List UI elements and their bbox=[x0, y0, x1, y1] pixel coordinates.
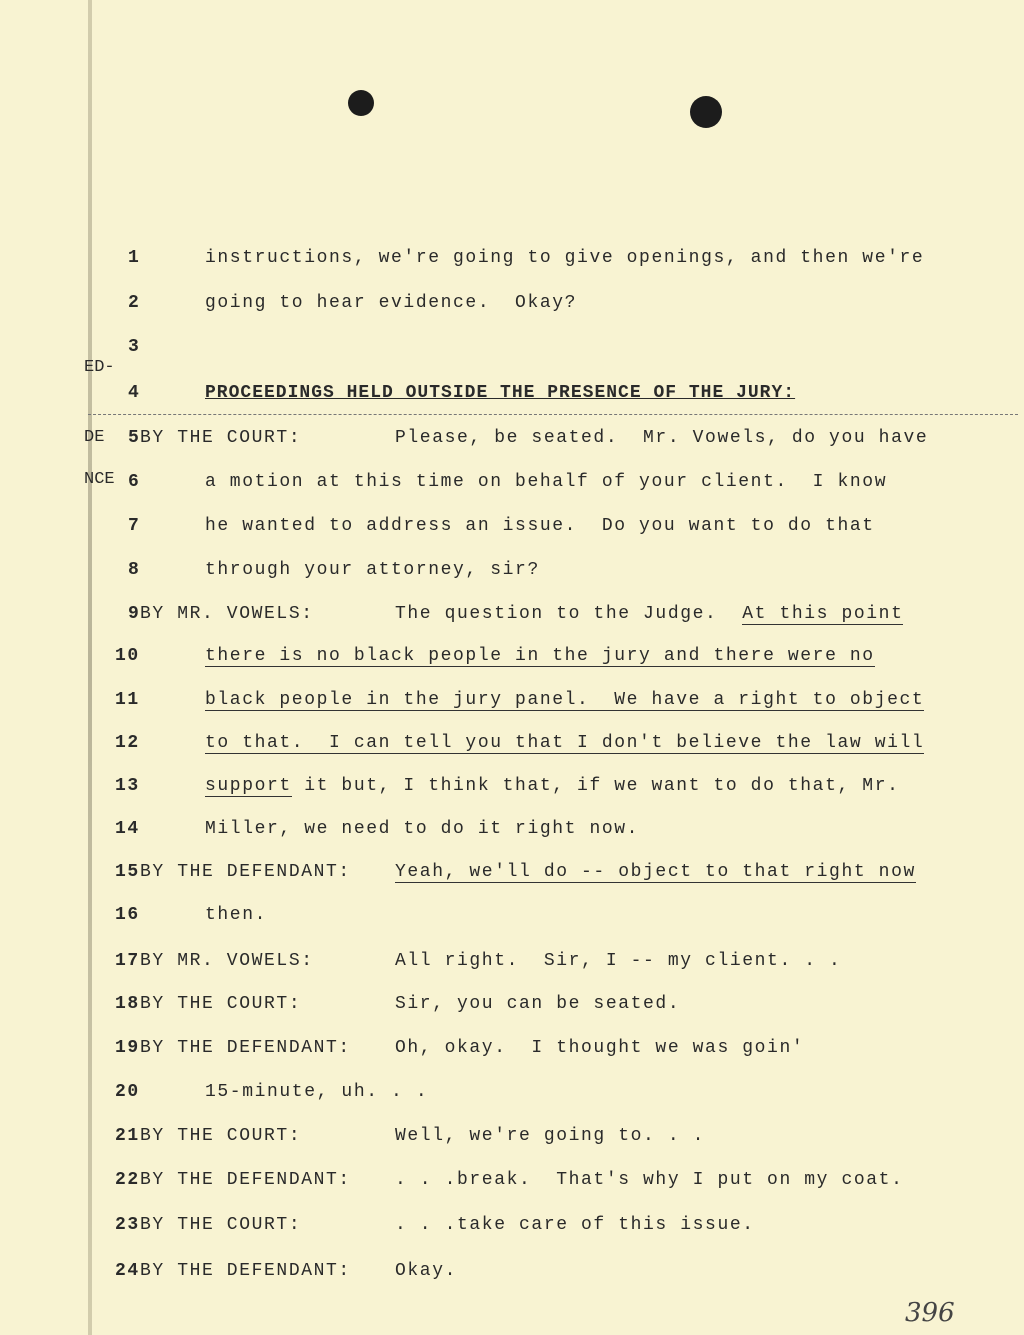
line-number: 6 bbox=[128, 472, 141, 492]
margin-note: DE bbox=[84, 428, 105, 447]
speaker-label: BY THE DEFENDANT: bbox=[140, 862, 351, 882]
transcript-line bbox=[0, 1082, 1024, 1112]
speaker-label: BY THE COURT: bbox=[140, 1126, 302, 1146]
transcript-line bbox=[0, 733, 1024, 763]
punch-hole bbox=[348, 90, 374, 116]
underlined-text: Yeah, we'll do -- object to that right now bbox=[395, 862, 916, 882]
underlined-text: there is no black people in the jury and there were no bbox=[205, 646, 875, 666]
line-number: 18 bbox=[115, 994, 140, 1014]
line-number: 21 bbox=[115, 1126, 140, 1146]
speaker-label: BY THE DEFENDANT: bbox=[140, 1170, 351, 1190]
line-text bbox=[205, 472, 887, 492]
line-text bbox=[395, 428, 928, 448]
transcript-line bbox=[0, 560, 1024, 590]
transcript-line bbox=[0, 248, 1024, 278]
transcript-line bbox=[0, 994, 1024, 1024]
line-text bbox=[395, 862, 916, 882]
line-number: 5 bbox=[128, 428, 141, 448]
line-text bbox=[205, 560, 540, 580]
text-segment: Please, be seated. Mr. Vowels, do you have bbox=[395, 428, 929, 448]
line-number: 10 bbox=[115, 646, 140, 666]
transcript-line bbox=[0, 1215, 1024, 1245]
transcript-line bbox=[0, 1038, 1024, 1068]
line-number: 1 bbox=[128, 248, 141, 268]
line-number: 11 bbox=[115, 690, 140, 710]
text-segment: Oh, okay. I thought we was goin' bbox=[395, 1038, 805, 1058]
transcript-line bbox=[0, 516, 1024, 546]
line-number: 23 bbox=[115, 1215, 140, 1235]
underlined-text: At this point bbox=[742, 604, 904, 624]
text-segment: it but, I think that, if we want to do that, Mr. bbox=[291, 776, 900, 796]
line-number: 4 bbox=[128, 383, 141, 403]
handwritten-page-number: 396 bbox=[905, 1298, 955, 1328]
speaker-label: BY THE COURT: bbox=[140, 994, 302, 1014]
line-text bbox=[395, 1261, 457, 1281]
line-number: 19 bbox=[115, 1038, 140, 1058]
text-segment: Well, we're going to. . . bbox=[395, 1126, 706, 1146]
line-text bbox=[395, 1038, 804, 1058]
margin-note: NCE bbox=[84, 470, 115, 489]
line-text bbox=[205, 733, 924, 753]
line-text bbox=[205, 1082, 428, 1102]
line-number: 12 bbox=[115, 733, 140, 753]
line-text bbox=[205, 819, 639, 839]
text-segment: All right. Sir, I -- my client. . . bbox=[395, 951, 842, 971]
line-text bbox=[205, 248, 924, 268]
transcript-line bbox=[0, 383, 1024, 413]
line-text bbox=[395, 994, 680, 1014]
underlined-text: support bbox=[205, 776, 292, 796]
text-segment: . . .take care of this issue. bbox=[395, 1215, 755, 1235]
speaker-label: BY THE DEFENDANT: bbox=[140, 1261, 351, 1281]
line-number: 22 bbox=[115, 1170, 140, 1190]
line-text bbox=[205, 293, 577, 313]
transcript-line bbox=[0, 646, 1024, 676]
line-number: 13 bbox=[115, 776, 140, 796]
text-segment: instructions, we're going to give openings, and then we're bbox=[205, 248, 925, 268]
line-number: 3 bbox=[128, 337, 141, 357]
line-text bbox=[205, 905, 267, 925]
transcript-line bbox=[0, 1126, 1024, 1156]
transcript-line bbox=[0, 819, 1024, 849]
speaker-label: BY MR. VOWELS: bbox=[140, 951, 314, 971]
speaker-label: BY THE DEFENDANT: bbox=[140, 1038, 351, 1058]
text-segment: going to hear evidence. Okay? bbox=[205, 293, 578, 313]
transcript-line bbox=[0, 862, 1024, 892]
margin-note: ED- bbox=[84, 358, 115, 377]
line-text bbox=[205, 646, 875, 666]
underlined-text: to that. I can tell you that I don't believe the law will bbox=[205, 733, 925, 753]
transcript-line bbox=[0, 428, 1024, 458]
underlined-text: black people in the jury panel. We have a right to object bbox=[205, 690, 925, 710]
line-number: 2 bbox=[128, 293, 141, 313]
line-number: 8 bbox=[128, 560, 141, 580]
text-segment: he wanted to address an issue. Do you want to do that bbox=[205, 516, 875, 536]
line-number: 9 bbox=[128, 604, 141, 624]
text-segment: then. bbox=[205, 905, 268, 925]
transcript-line bbox=[0, 1170, 1024, 1200]
line-text bbox=[205, 776, 900, 796]
transcript-line bbox=[0, 337, 1024, 367]
line-number: 15 bbox=[115, 862, 140, 882]
transcript-line bbox=[0, 951, 1024, 981]
speaker-label: BY MR. VOWELS: bbox=[140, 604, 314, 624]
text-segment: Okay. bbox=[395, 1261, 458, 1281]
transcript-line bbox=[0, 776, 1024, 806]
line-number: 7 bbox=[128, 516, 141, 536]
line-text bbox=[395, 951, 841, 971]
transcript-line bbox=[0, 690, 1024, 720]
punch-hole bbox=[690, 96, 722, 128]
text-segment: Sir, you can be seated. bbox=[395, 994, 681, 1014]
line-number: 17 bbox=[115, 951, 140, 971]
line-text bbox=[395, 1126, 705, 1146]
line-text bbox=[205, 690, 924, 710]
line-number: 24 bbox=[115, 1261, 140, 1281]
dashed-divider bbox=[88, 414, 1018, 415]
line-number: 16 bbox=[115, 905, 140, 925]
text-segment: PROCEEDINGS HELD OUTSIDE THE PRESENCE OF THE JURY: bbox=[205, 383, 796, 403]
text-segment: through your attorney, sir? bbox=[205, 560, 540, 580]
line-text bbox=[395, 1215, 755, 1235]
text-segment: a motion at this time on behalf of your client. I know bbox=[205, 472, 888, 492]
transcript-line bbox=[0, 293, 1024, 323]
section-heading bbox=[205, 383, 795, 403]
transcript-line bbox=[0, 1261, 1024, 1291]
transcript-line bbox=[0, 472, 1024, 502]
text-segment: The question to the Judge. bbox=[395, 604, 743, 624]
line-number: 14 bbox=[115, 819, 140, 839]
line-text bbox=[395, 604, 903, 624]
line-text bbox=[205, 516, 875, 536]
transcript-line bbox=[0, 604, 1024, 634]
speaker-label: BY THE COURT: bbox=[140, 1215, 302, 1235]
text-segment: . . .break. That's why I put on my coat. bbox=[395, 1170, 904, 1190]
speaker-label: BY THE COURT: bbox=[140, 428, 302, 448]
line-text bbox=[395, 1170, 903, 1190]
transcript-line bbox=[0, 905, 1024, 935]
line-number: 20 bbox=[115, 1082, 140, 1102]
text-segment: 15-minute, uh. . . bbox=[205, 1082, 429, 1102]
text-segment: Miller, we need to do it right now. bbox=[205, 819, 640, 839]
